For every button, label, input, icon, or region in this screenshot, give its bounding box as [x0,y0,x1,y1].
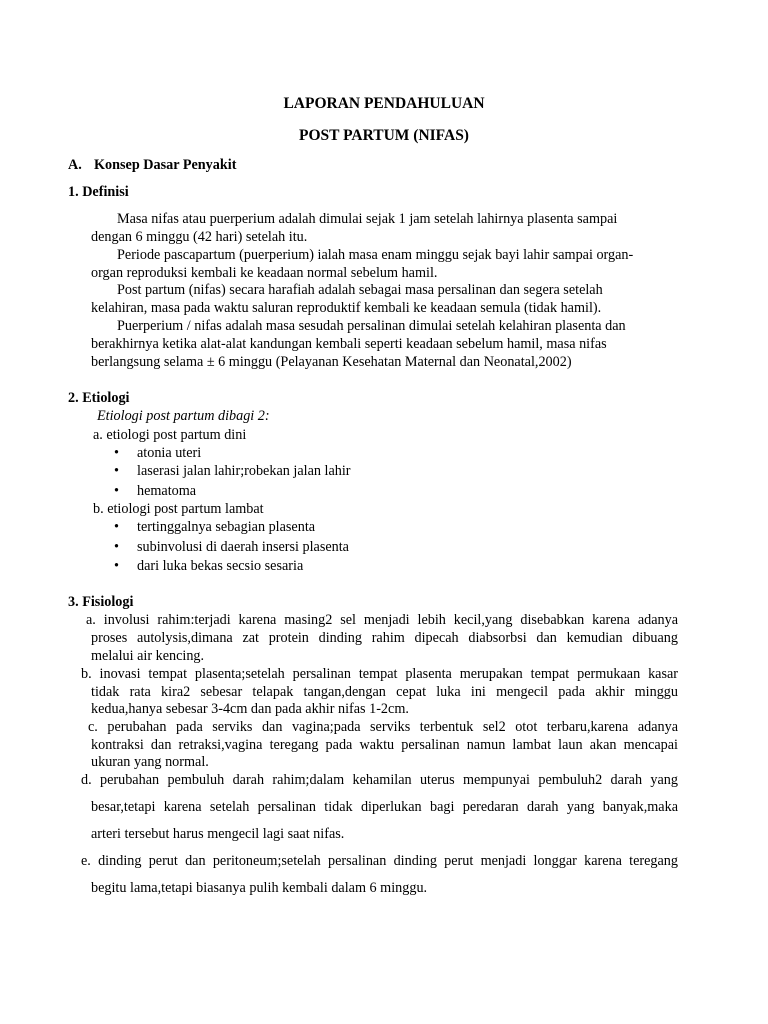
etiologi-a-label: a. etiologi post partum dini [93,427,247,443]
etiologi-b-label: b. etiologi post partum lambat [93,501,264,517]
list-item: dari luka bekas secsio sesaria [137,558,304,574]
fisiologi-d-line: d. perubahan pembuluh darah rahim;dalam kehamilan uterus mempunyai pembuluh2 darah yang [81,772,678,788]
definisi-line: dengan 6 minggu (42 hari) setelah itu. [91,229,308,245]
fisiologi-b-line: tidak rata kira2 sebesar telapak tangan,dengan cepat luka ini mengecil pada akhir minggu [91,684,678,700]
bullet-icon: • [114,463,119,479]
bullet-icon: • [114,483,119,499]
fisiologi-a-line: a. involusi rahim:terjadi karena masing2 sel menjadi lebih kecil,yang disebabkan karena adanya [86,612,678,628]
list-item: atonia uteri [137,445,202,461]
definisi-line: berakhirnya ketika alat-alat kandungan kembali seperti keadaan sebelum hamil, masa nifas [91,336,607,352]
section-a-letter: A. [68,157,82,173]
fisiologi-c-line: ukuran yang normal. [91,754,209,770]
fisiologi-a-line: melalui air kencing. [91,648,205,664]
bullet-icon: • [114,519,119,535]
list-item: subinvolusi di daerah insersi plasenta [137,539,349,555]
bullet-icon: • [114,539,119,555]
fisiologi-d-line: besar,tetapi karena setelah persalinan tidak diperlukan bagi peredaran darah yang banyak,maka [91,799,678,815]
definisi-line: berlangsung selama ± 6 minggu (Pelayanan Kesehatan Maternal dan Neonatal,2002) [91,354,572,370]
bullet-icon: • [114,558,119,574]
definisi-line: Periode pascapartum (puerperium) ialah masa enam minggu sejak bayi lahir sampai organ- [117,247,634,263]
fisiologi-c-line: c. perubahan pada serviks dan vagina;pada serviks terbentuk sel2 otot terbaru,karena adanya [88,719,678,735]
definisi-heading: 1. Definisi [68,184,129,200]
definisi-line: Post partum (nifas) secara harafiah adalah sebagai masa persalinan dan segera setelah [117,282,603,298]
list-item: tertinggalnya sebagian plasenta [137,519,316,535]
definisi-line: Puerperium / nifas adalah masa sesudah persalinan dimulai setelah kelahiran plasenta dan [117,318,626,334]
fisiologi-b-line: kedua,hanya sebesar 3-4cm dan pada akhir nifas 1-2cm. [91,701,409,717]
document-subtitle: POST PARTUM (NIFAS) [299,127,469,144]
list-item: hematoma [137,483,197,499]
definisi-line: kelahiran, masa pada waktu saluran reproduktif kembali ke keadaan semula (tidak hamil). [91,300,602,316]
etiologi-intro: Etiologi post partum dibagi 2: [97,408,270,424]
fisiologi-b-line: b. inovasi tempat plasenta;setelah persalinan tempat plasenta merupakan tempat permukaan kasar [81,666,678,682]
section-a-heading: Konsep Dasar Penyakit [94,157,237,173]
etiologi-heading: 2. Etiologi [68,390,130,406]
document-title: LAPORAN PENDAHULUAN [283,95,485,112]
fisiologi-e-line: e. dinding perut dan peritoneum;setelah persalinan dinding perut menjadi longgar karena teregang [81,853,678,869]
fisiologi-d-line: arteri tersebut harus mengecil lagi saat nifas. [91,826,345,842]
fisiologi-e-line: begitu lama,tetapi biasanya pulih kembali dalam 6 minggu. [91,880,428,896]
list-item: laserasi jalan lahir;robekan jalan lahir [137,463,351,479]
definisi-line: Masa nifas atau puerperium adalah dimulai sejak 1 jam setelah lahirnya plasenta sampai [117,211,618,227]
fisiologi-heading: 3. Fisiologi [68,594,134,610]
bullet-icon: • [114,445,119,461]
fisiologi-a-line: proses autolysis,dimana zat protein dinding rahim dipecah diabsorbsi dan kemudian dibuang [91,630,678,646]
fisiologi-c-line: kontraksi dan retraksi,vagina teregang pada waktu persalinan namun lambat laun akan mencapai [91,737,678,753]
definisi-line: organ reproduksi kembali ke keadaan normal sebelum hamil. [91,265,438,281]
